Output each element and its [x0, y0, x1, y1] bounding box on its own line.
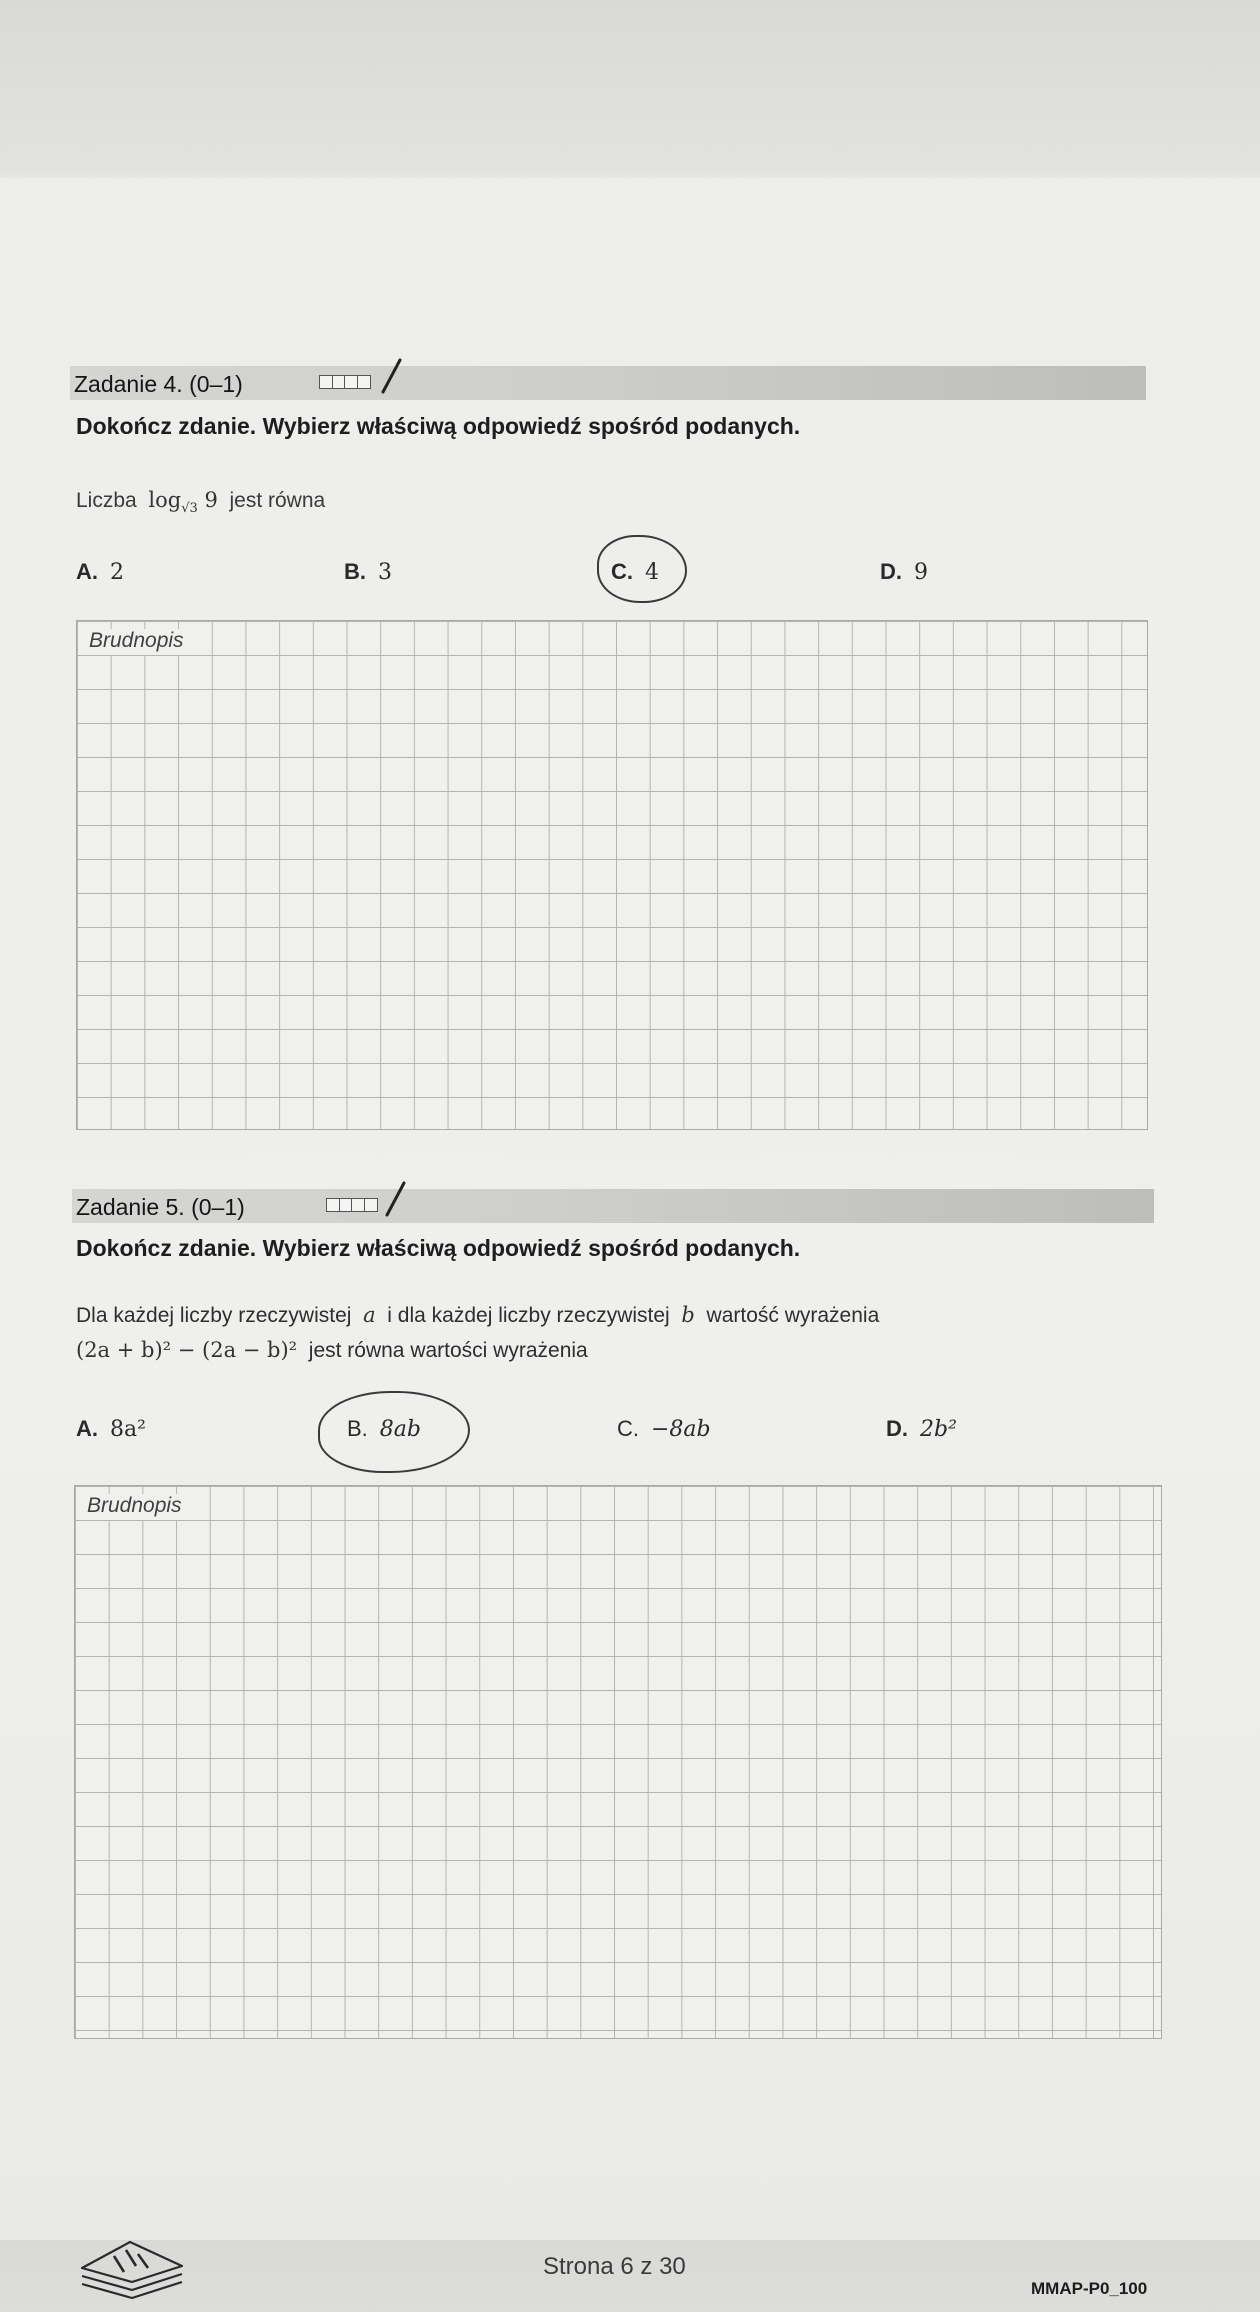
task-4-scratch-grid[interactable]: [76, 620, 1148, 1130]
scratch-label: Brudnopis: [87, 1494, 188, 1520]
task-5-header: [72, 1189, 1154, 1223]
task-5-option-d[interactable]: D. 2b²: [886, 1416, 957, 1442]
task-4-title: Zadanie 4. (0–1): [74, 371, 243, 397]
page-number: Strona 6 z 30: [543, 2253, 686, 2280]
pencil-icon: [384, 1181, 408, 1225]
task-5-instruction: Dokończ zdanie. Wybierz właściwą odpowiedź spośród podanych.: [76, 1235, 801, 1261]
task-4-option-c[interactable]: C. 4: [611, 559, 659, 585]
scratch-label: Brudnopis: [89, 629, 190, 655]
task-5-option-b[interactable]: B. 8ab: [347, 1416, 421, 1442]
task-5-question-line-2: (2a + b)² − (2a − b)² jest równa wartości wyrażenia: [76, 1338, 588, 1362]
cke-logo-icon: [74, 2228, 190, 2312]
exam-page: [0, 178, 1260, 2298]
task-5-scratch-grid[interactable]: [74, 1485, 1162, 2039]
task-5-question-line-1: Dla każdej liczby rzeczywistej a i dla każdej liczby rzeczywistej b wartość wyrażenia: [76, 1303, 880, 1327]
task-5-score-boxes: [326, 1198, 376, 1212]
task-5-title: Zadanie 5. (0–1): [76, 1194, 245, 1220]
pencil-icon: [380, 358, 404, 402]
task-4-question: Liczba $\log_{√3} 9$ jest równa: [76, 488, 326, 517]
task-4-score-boxes: [319, 375, 369, 389]
task-5-option-c[interactable]: C. −8ab: [617, 1416, 711, 1442]
exam-code: MMAP-P0_100: [1031, 2279, 1148, 2298]
task-4-answer-mark: [597, 535, 687, 603]
task-5-option-a[interactable]: A. 8a²: [76, 1416, 146, 1442]
task-4-option-d[interactable]: D. 9: [880, 559, 928, 585]
task-4-header: [70, 366, 1146, 400]
task-4-option-a[interactable]: A. 2: [76, 559, 124, 585]
task-4-instruction: Dokończ zdanie. Wybierz właściwą odpowiedź spośród podanych.: [76, 413, 801, 439]
task-5-answer-mark: [318, 1391, 470, 1473]
task-4-option-b[interactable]: B. 3: [344, 559, 392, 585]
